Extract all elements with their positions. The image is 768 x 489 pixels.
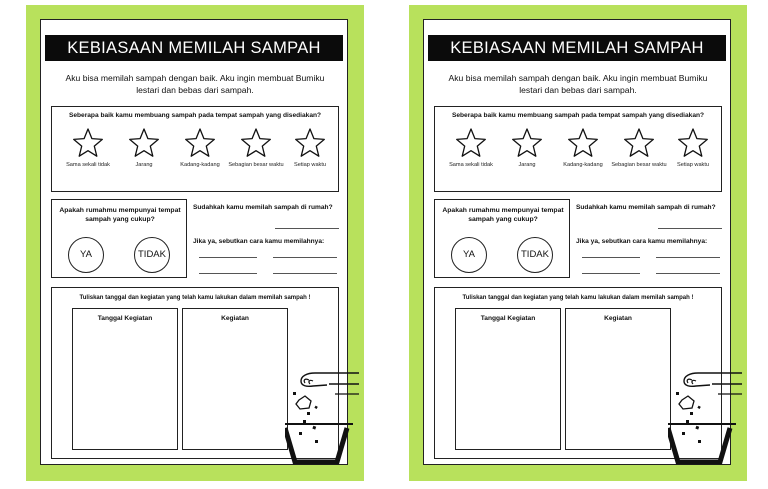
sort-question: Sudahkah kamu memilah sampah di rumah? — [576, 204, 716, 211]
rating-label-3: Kadang-kadang — [563, 162, 603, 168]
rating-label-2: Jarang — [518, 162, 536, 168]
rating-option-3[interactable] — [172, 127, 228, 169]
worksheet-intro — [434, 72, 722, 96]
activity-column-header: Kegiatan — [604, 315, 632, 322]
star-icon — [184, 127, 216, 159]
how-question: Jika ya, sebutkan cara kamu memilahnya: — [576, 238, 708, 245]
record-question: Tuliskan tanggal dan kegiatan yang telah kamu lakukan dalam memilah sampah ! — [79, 295, 311, 301]
answer-line[interactable] — [582, 257, 640, 258]
date-column-header: Tanggal Kegiatan — [480, 315, 536, 322]
sort-question-block — [193, 203, 341, 283]
star-icon — [455, 127, 487, 159]
activity-column[interactable] — [182, 308, 288, 450]
rating-label-4: Sebagian besar waktu — [611, 162, 667, 168]
rating-label-2: Jarang — [135, 162, 153, 168]
no-option[interactable]: TIDAK — [517, 237, 553, 273]
star-icon — [623, 127, 655, 159]
star-icon — [240, 127, 272, 159]
rating-option-1[interactable] — [443, 127, 499, 169]
answer-line[interactable] — [273, 273, 337, 274]
rating-option-4[interactable] — [611, 127, 667, 169]
star-icon — [511, 127, 543, 159]
answer-line[interactable] — [656, 273, 720, 274]
star-icon — [128, 127, 160, 159]
date-column[interactable] — [72, 308, 178, 450]
rating-question-box — [51, 106, 339, 192]
no-option[interactable]: TIDAK — [134, 237, 170, 273]
worksheet-right-paper — [423, 19, 731, 465]
date-column[interactable] — [455, 308, 561, 450]
rating-option-2[interactable] — [499, 127, 555, 169]
rating-label-5: Setiap waktu — [676, 162, 710, 168]
star-icon — [294, 127, 326, 159]
rating-label-4: Sebagian besar waktu — [228, 162, 284, 168]
rating-option-5[interactable] — [665, 127, 721, 169]
answer-line[interactable] — [199, 257, 257, 258]
date-column-header: Tanggal Kegiatan — [97, 315, 153, 322]
worksheet-title: KEBIASAAN MEMILAH SAMPAH — [45, 35, 343, 61]
intro-line-1: Aku bisa memilah sampah dengan baik. Aku ingin membuat Bumiku — [65, 73, 325, 83]
answer-line[interactable] — [658, 228, 722, 229]
star-icon — [677, 127, 709, 159]
trash-hand-icon — [285, 360, 359, 465]
answer-line[interactable] — [582, 273, 640, 274]
sort-question-block — [576, 203, 724, 283]
sort-question: Sudahkah kamu memilah sampah di rumah? — [193, 204, 333, 211]
yes-option[interactable]: YA — [68, 237, 104, 273]
rating-option-4[interactable] — [228, 127, 284, 169]
rating-label-1: Sama sekali tidak — [449, 162, 493, 168]
rating-question: Seberapa baik kamu membuang sampah pada tempat sampah yang disediakan? — [451, 112, 705, 119]
intro-line-1: Aku bisa memilah sampah dengan baik. Aku ingin membuat Bumiku — [448, 73, 708, 83]
worksheet-left-frame — [26, 5, 364, 481]
answer-line[interactable] — [273, 257, 337, 258]
worksheet-intro — [51, 72, 339, 96]
rating-question: Seberapa baik kamu membuang sampah pada tempat sampah yang disediakan? — [68, 112, 322, 119]
rating-option-3[interactable] — [555, 127, 611, 169]
worksheet-left-paper — [40, 19, 348, 465]
rating-option-2[interactable] — [116, 127, 172, 169]
rating-label-3: Kadang-kadang — [180, 162, 220, 168]
answer-line[interactable] — [656, 257, 720, 258]
bin-question: Apakah rumahmu mempunyai tempat sampah yang cukup? — [442, 207, 564, 223]
rating-label-5: Setiap waktu — [293, 162, 327, 168]
answer-line[interactable] — [199, 273, 257, 274]
bin-question-box — [51, 199, 187, 278]
answer-line[interactable] — [275, 228, 339, 229]
worksheet-right-frame — [409, 5, 747, 481]
activity-column[interactable] — [565, 308, 671, 450]
record-question: Tuliskan tanggal dan kegiatan yang telah kamu lakukan dalam memilah sampah ! — [462, 295, 694, 301]
worksheet-title: KEBIASAAN MEMILAH SAMPAH — [428, 35, 726, 61]
rating-question-box — [434, 106, 722, 192]
bin-question: Apakah rumahmu mempunyai tempat sampah yang cukup? — [59, 207, 181, 223]
intro-line-2: lestari dan bebas dari sampah. — [136, 85, 254, 95]
star-icon — [72, 127, 104, 159]
activity-column-header: Kegiatan — [221, 315, 249, 322]
rating-option-1[interactable] — [60, 127, 116, 169]
rating-label-1: Sama sekali tidak — [66, 162, 110, 168]
star-icon — [567, 127, 599, 159]
bin-question-box — [434, 199, 570, 278]
trash-hand-icon — [668, 360, 742, 465]
intro-line-2: lestari dan bebas dari sampah. — [519, 85, 637, 95]
rating-option-5[interactable] — [282, 127, 338, 169]
how-question: Jika ya, sebutkan cara kamu memilahnya: — [193, 238, 325, 245]
yes-option[interactable]: YA — [451, 237, 487, 273]
